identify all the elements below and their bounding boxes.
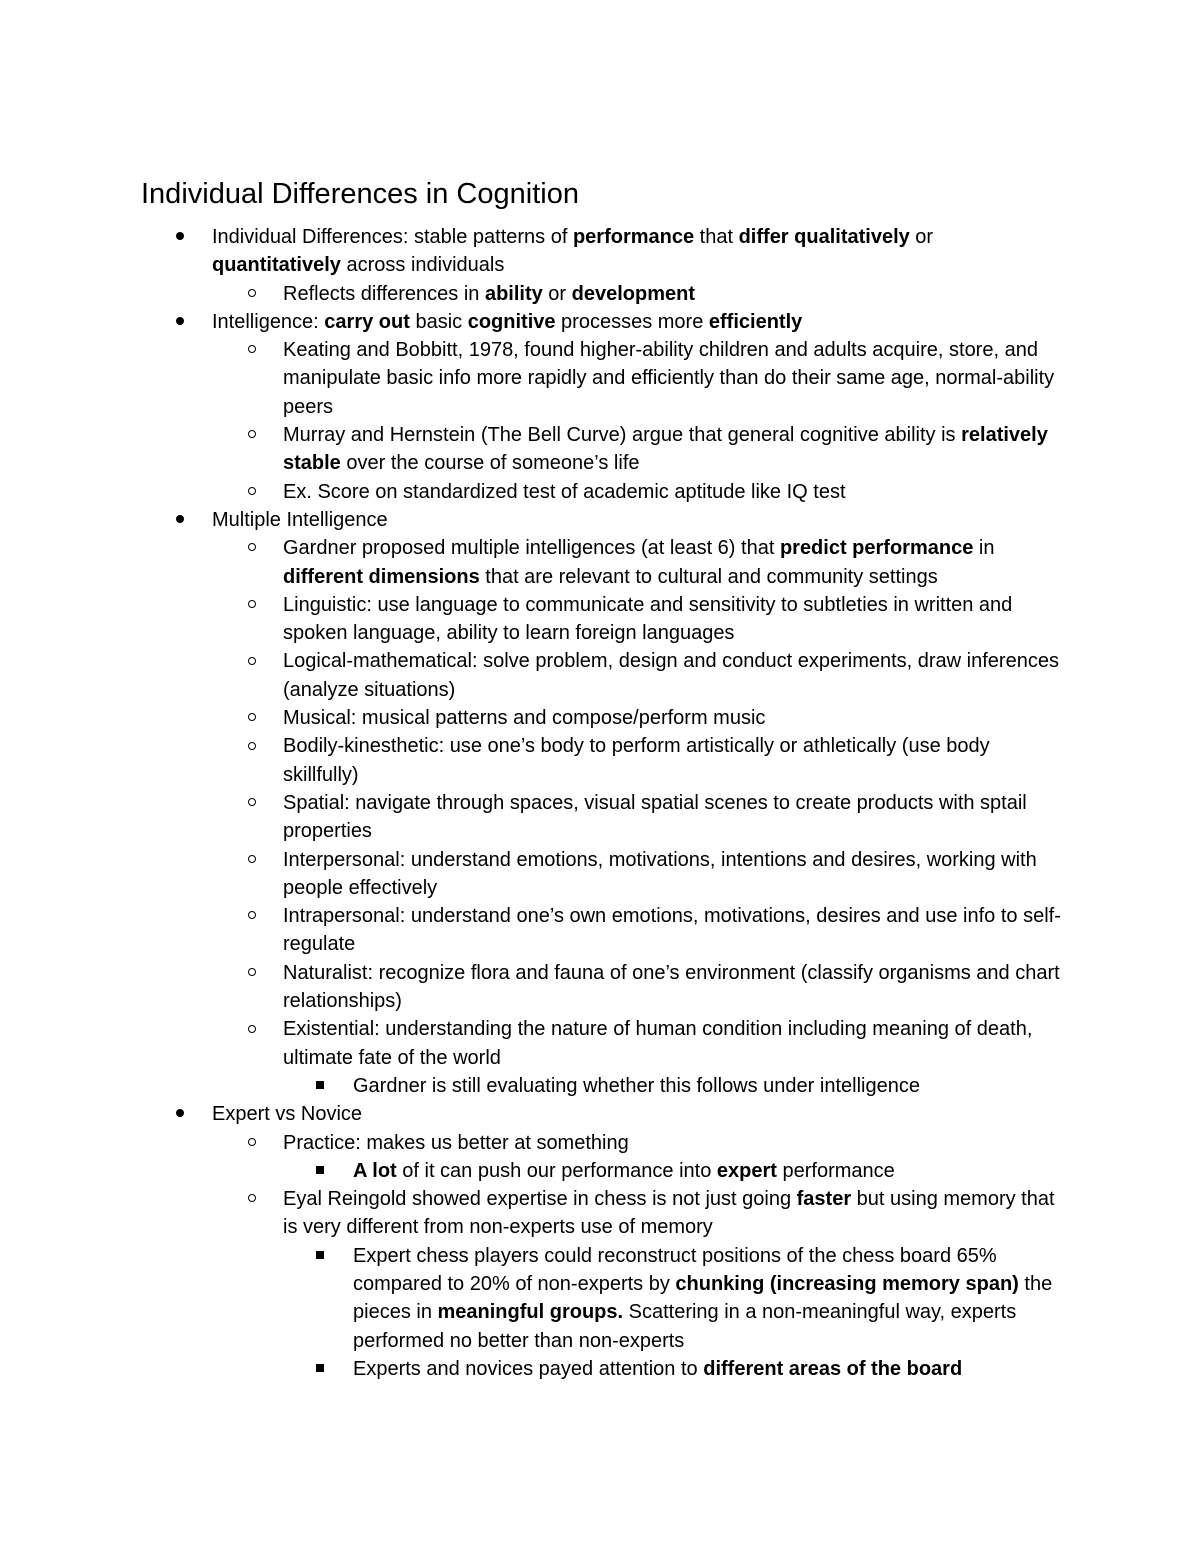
item-text: Ex. Score on standardized test of academic aptitude like IQ test	[283, 480, 846, 503]
bold-text: relatively stable	[283, 424, 1048, 475]
circle-icon	[248, 647, 256, 675]
item-text: Linguistic: use language to communicate and sensitivity to subtleties in written and spoken language, ability to learn foreign languages	[283, 593, 1013, 645]
bullet-icon	[176, 223, 184, 251]
list-item	[0, 421, 1063, 478]
item-text: Practice: makes us better at something	[283, 1131, 629, 1154]
bold-text: differ qualitatively	[738, 226, 910, 248]
bold-text: development	[571, 282, 696, 305]
circle-icon	[248, 959, 256, 987]
item-text: Gardner is still evaluating whether this follows under intelligence	[353, 1074, 920, 1097]
bullet-icon	[176, 1100, 184, 1128]
item-text: Scattering in a non-meaningful way, experts performed no better than non-experts	[353, 1301, 1017, 1352]
item-text: the pieces in	[353, 1272, 1053, 1324]
circle-icon	[248, 1015, 256, 1043]
bold-text: performance	[572, 226, 695, 248]
item-text: Interpersonal: understand emotions, motivations, intentions and desires, working with people effectively	[283, 848, 1037, 899]
item-text: Murray and Hernstein (The Bell Curve) argue that general cognitive ability is	[283, 424, 962, 447]
list-item	[0, 223, 1062, 280]
list-item	[0, 1129, 1063, 1157]
list-item	[0, 732, 1063, 789]
list-item	[0, 902, 1063, 959]
circle-icon	[248, 1129, 256, 1157]
list-item	[0, 534, 1063, 591]
item-text: Logical-mathematical: solve problem, design and conduct experiments, draw inferences (analyze situations)	[283, 650, 1059, 701]
item-text: Keating and Bobbitt, 1978, found higher-ability children and adults acquire, store, and manipulate basic info more rapidly and efficiently than do their same age, normal-ability peers	[283, 339, 1055, 418]
bold-text: different dimensions	[283, 565, 480, 588]
bold-text: A lot	[353, 1159, 397, 1182]
list-item	[0, 1242, 1053, 1355]
item-text: Reflects differences in	[283, 282, 485, 305]
item-text: Eyal Reingold showed expertise in chess is not just going	[283, 1188, 797, 1211]
item-text: Gardner proposed multiple intelligences (at least 6) that	[283, 537, 780, 560]
list-item	[0, 1100, 1062, 1128]
item-text: Bodily-kinesthetic: use one’s body to perform artistically or athletically (use body skillfully)	[283, 735, 990, 786]
item-text: Musical: musical patterns and compose/perform music	[283, 707, 766, 730]
list-item	[0, 1185, 1063, 1242]
bold-text: chunking (increasing memory span)	[675, 1272, 1019, 1295]
list-item	[0, 336, 1063, 421]
bold-text: efficiently	[708, 310, 803, 333]
bold-text: carry out	[324, 310, 410, 333]
item-text: Intrapersonal: understand one’s own emotions, motivations, desires and use info to self-regulate	[283, 905, 1061, 956]
item-text: Individual Differences: stable patterns of	[212, 226, 573, 248]
circle-icon	[248, 846, 256, 874]
list-item	[0, 280, 1063, 308]
item-text: across individuals	[340, 254, 505, 277]
bold-text: different areas of the board	[703, 1357, 963, 1380]
item-text: Intelligence:	[212, 310, 325, 333]
circle-icon	[248, 478, 256, 506]
square-icon	[316, 1157, 324, 1185]
bullet-icon	[176, 308, 184, 336]
list-item	[0, 959, 1063, 1016]
bold-text: faster	[796, 1188, 852, 1211]
square-icon	[316, 1072, 324, 1100]
item-text: Spatial: navigate through spaces, visual spatial scenes to create products with sptail properties	[283, 791, 1027, 843]
item-text: but using memory that is very different from non-experts use of memory	[283, 1188, 1055, 1239]
bold-text: ability	[484, 282, 543, 305]
list-item	[0, 1015, 1063, 1072]
circle-icon	[248, 534, 256, 562]
square-icon	[316, 1242, 324, 1270]
list-item	[0, 789, 1063, 846]
item-text: that	[694, 226, 739, 248]
circle-icon	[248, 336, 256, 364]
item-text: Naturalist: recognize flora and fauna of one’s environment (classify organisms and chart relationships)	[283, 961, 1060, 1013]
item-text: in	[973, 537, 995, 560]
item-text: Experts and novices payed attention to	[353, 1357, 704, 1380]
item-text: or	[542, 282, 572, 305]
bold-text: cognitive	[467, 310, 556, 333]
page-title: Individual Differences in Cognition	[141, 178, 579, 210]
list-item	[0, 1157, 1053, 1185]
list-item	[0, 1072, 1053, 1100]
item-text: processes more	[555, 310, 709, 333]
bold-text: meaningful groups.	[437, 1301, 624, 1324]
item-text: or	[909, 226, 934, 248]
list-item	[0, 506, 1062, 534]
item-text: Existential: understanding the nature of human condition including meaning of death, ultimate fate of the world	[283, 1018, 1033, 1069]
list-item	[0, 591, 1063, 648]
bold-text: quantitatively	[212, 254, 341, 277]
notes-outline	[0, 223, 1200, 1383]
list-item	[0, 704, 1063, 732]
circle-icon	[248, 1185, 256, 1213]
circle-icon	[248, 732, 256, 760]
circle-icon	[248, 789, 256, 817]
list-item	[0, 478, 1063, 506]
circle-icon	[248, 902, 256, 930]
item-text: Multiple Intelligence	[212, 508, 388, 531]
item-text: basic	[409, 310, 468, 333]
item-text: of it can push our performance into	[396, 1159, 717, 1182]
list-item	[0, 647, 1063, 704]
square-icon	[316, 1355, 324, 1383]
item-text: Expert chess players could reconstruct positions of the chess board 65% compared to 20% of non-experts by	[353, 1244, 997, 1295]
circle-icon	[248, 421, 256, 449]
bold-text: expert	[716, 1159, 777, 1182]
item-text: that are relevant to cultural and community settings	[479, 565, 938, 588]
item-text: performance	[776, 1159, 895, 1182]
list-item	[0, 308, 1062, 336]
list-item	[0, 1355, 1053, 1383]
circle-icon	[248, 591, 256, 619]
bullet-icon	[176, 506, 184, 534]
item-text: Expert vs Novice	[212, 1103, 363, 1126]
circle-icon	[248, 280, 256, 308]
bold-text: predict performance	[779, 537, 974, 560]
list-item	[0, 846, 1063, 903]
circle-icon	[248, 704, 256, 732]
item-text: over the course of someone’s life	[340, 452, 640, 475]
